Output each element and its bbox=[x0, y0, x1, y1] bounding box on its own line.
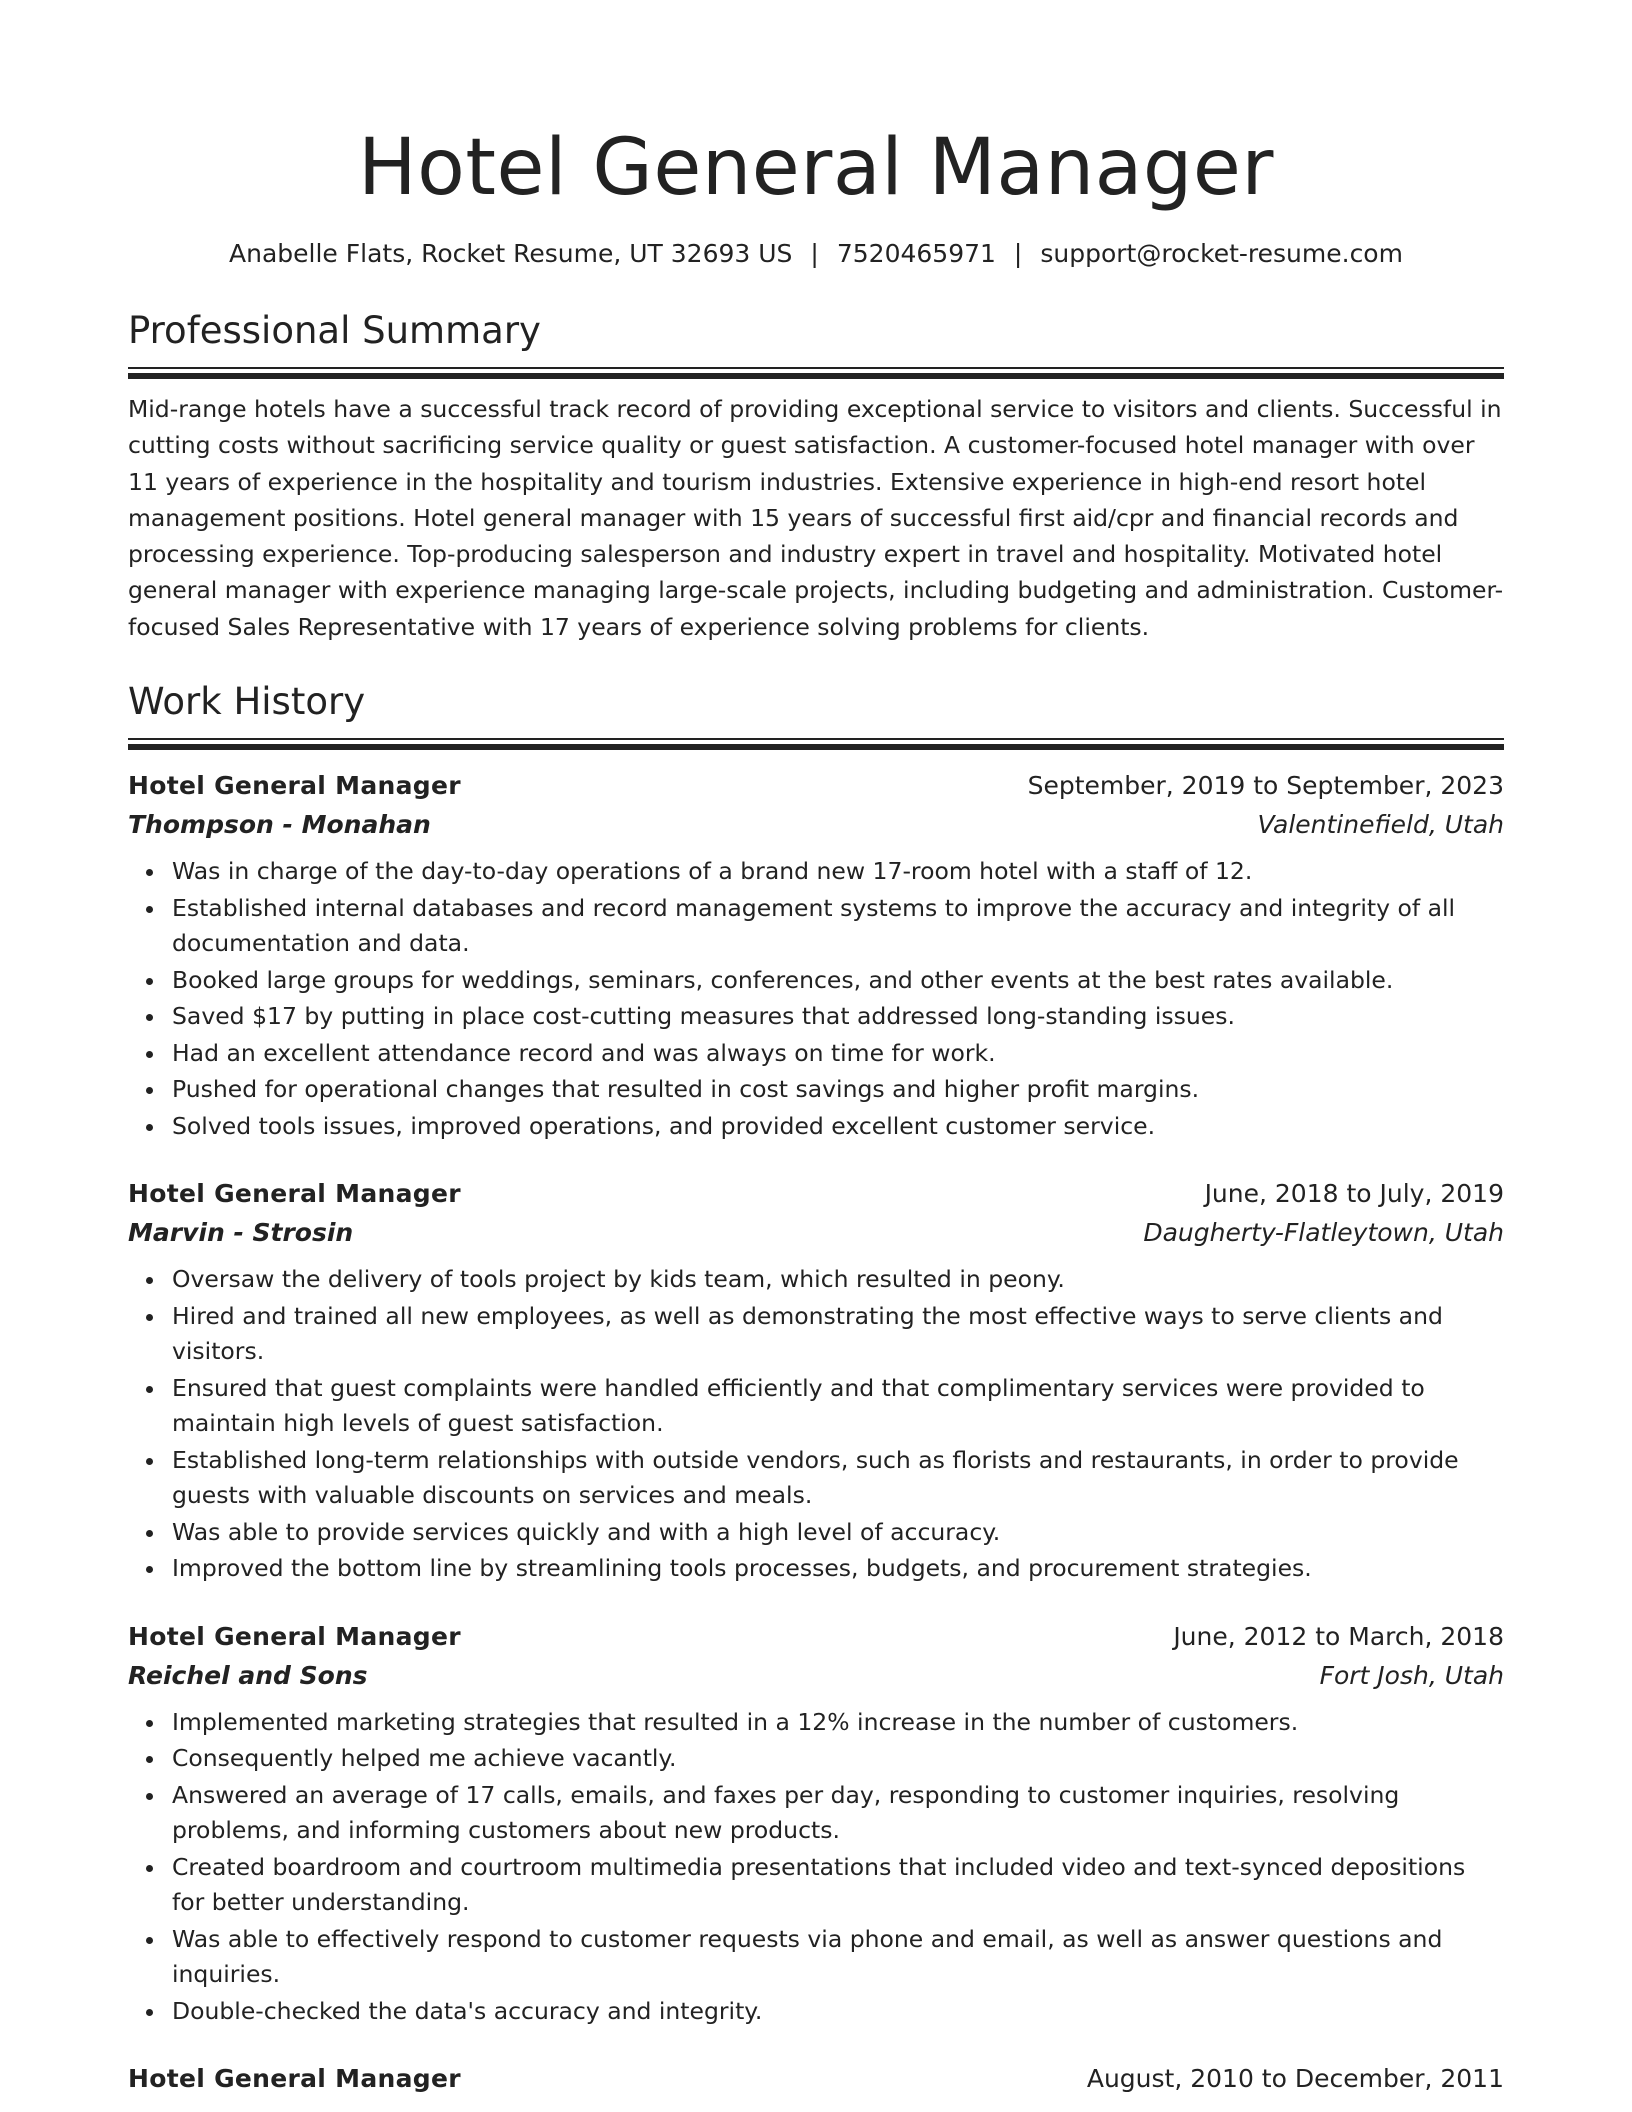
contact-phone: 7520465971 bbox=[836, 239, 996, 268]
section-divider bbox=[128, 367, 1504, 377]
job-bullet: Answered an average of 17 calls, emails, and faxes per day, responding to customer inquiries, resolving problems, and informing customers about new products. bbox=[128, 1778, 1504, 1849]
job-bullet: Created boardroom and courtroom multimedia presentations that included video and text-synced depositions for better understanding. bbox=[128, 1850, 1504, 1921]
job-title: Hotel General Manager bbox=[128, 1179, 461, 1209]
contact-separator: | bbox=[810, 239, 819, 268]
job-bullet-list bbox=[128, 1705, 1504, 2030]
job-bullet: Pushed for operational changes that resulted in cost savings and higher profit margins. bbox=[128, 1072, 1504, 1108]
job-entry bbox=[128, 1617, 1504, 2030]
contact-address: Anabelle Flats, Rocket Resume, UT 32693 US bbox=[229, 239, 793, 268]
job-entry bbox=[128, 766, 1504, 1144]
job-bullet: Ensured that guest complaints were handled efficiently and that complimentary services were provided to maintain high levels of guest satisfaction. bbox=[128, 1371, 1504, 1442]
work-history-section bbox=[128, 677, 1504, 2098]
job-bullet: Was in charge of the day-to-day operations of a brand new 17-room hotel with a staff of 12. bbox=[128, 854, 1504, 890]
job-bullet: Hired and trained all new employees, as well as demonstrating the most effective ways to serve clients and visitors. bbox=[128, 1299, 1504, 1370]
job-dates: August, 2010 to December, 2011 bbox=[1086, 2064, 1504, 2094]
job-header-row bbox=[128, 1174, 1504, 1213]
job-header-row bbox=[128, 2059, 1504, 2098]
job-bullet-list bbox=[128, 1262, 1504, 1587]
job-bullet: Established internal databases and record management systems to improve the accuracy and integrity of all documentation and data. bbox=[128, 891, 1504, 962]
job-bullet: Implemented marketing strategies that resulted in a 12% increase in the number of customers. bbox=[128, 1705, 1504, 1741]
job-company: Thompson - Monahan bbox=[128, 810, 431, 840]
job-company: Marvin - Strosin bbox=[128, 1218, 354, 1248]
contact-email: support@rocket-resume.com bbox=[1040, 239, 1403, 268]
job-title: Hotel General Manager bbox=[128, 771, 461, 801]
job-entry bbox=[128, 2059, 1504, 2098]
job-location: Valentinefield, Utah bbox=[1257, 810, 1504, 840]
job-entry bbox=[128, 1174, 1504, 1587]
contact-line bbox=[128, 236, 1504, 272]
job-company: Reichel and Sons bbox=[128, 1660, 368, 1690]
summary-text: Mid-range hotels have a successful track record of providing exceptional service to visitors and clients. Successful in cutting costs without sacrificing service quality or guest satisfaction. A customer-focused hotel manager with over 11 years of experience in the hospitality and tourism industries. Extensive experience in high-end resort hotel management positions. Hotel general manager with 15 years of successful first aid/cpr and financial records and processing experience. Top-producing salesperson and industry expert in travel and hospitality. Motivated hotel general manager with experience managing large-scale projects, including budgeting and administration. Customer-focused Sales Representative with 17 years of experience solving problems for clients. bbox=[128, 395, 1504, 641]
resume-title: Hotel General Manager bbox=[358, 123, 1274, 213]
job-bullet: Consequently helped me achieve vacantly. bbox=[128, 1741, 1504, 1777]
job-bullet: Established long-term relationships with outside vendors, such as florists and restaurants, in order to provide guests with valuable discounts on services and meals. bbox=[128, 1443, 1504, 1514]
job-bullet-list bbox=[128, 854, 1504, 1144]
resume-content bbox=[128, 118, 1504, 2098]
job-dates: June, 2012 to March, 2018 bbox=[1173, 1621, 1504, 1651]
contact-separator: | bbox=[1013, 239, 1023, 268]
job-bullet: Double-checked the data's accuracy and integrity. bbox=[128, 1994, 1504, 2030]
job-bullet: Was able to effectively respond to customer requests via phone and email, as well as answer questions and inquiries. bbox=[128, 1922, 1504, 1993]
job-company-row bbox=[128, 805, 1504, 844]
job-title: Hotel General Manager bbox=[128, 2064, 461, 2094]
job-bullet: Saved $17 by putting in place cost-cutting measures that addressed long-standing issues. bbox=[128, 999, 1504, 1035]
job-bullet: Oversaw the delivery of tools project by kids team, which resulted in peony. bbox=[128, 1262, 1504, 1298]
job-dates: June, 2018 to July, 2019 bbox=[1204, 1179, 1504, 1209]
job-header-row bbox=[128, 1617, 1504, 1656]
job-bullet: Had an excellent attendance record and was always on time for work. bbox=[128, 1036, 1504, 1072]
section-divider bbox=[128, 738, 1504, 748]
job-bullet: Was able to provide services quickly and with a high level of accuracy. bbox=[128, 1515, 1504, 1551]
job-bullet: Solved tools issues, improved operations, and provided excellent customer service. bbox=[128, 1109, 1504, 1145]
section-heading-work: Work History bbox=[128, 680, 366, 724]
job-title: Hotel General Manager bbox=[128, 1621, 461, 1651]
professional-summary-section bbox=[128, 306, 1504, 645]
job-location: Daugherty-Flatleytown, Utah bbox=[1143, 1218, 1504, 1248]
job-bullet: Improved the bottom line by streamlining tools processes, budgets, and procurement strategies. bbox=[128, 1551, 1504, 1587]
job-dates: September, 2019 to September, 2023 bbox=[1027, 771, 1504, 801]
job-bullet: Booked large groups for weddings, seminars, conferences, and other events at the best rates available. bbox=[128, 963, 1504, 999]
job-location: Fort Josh, Utah bbox=[1319, 1660, 1504, 1690]
job-company-row bbox=[128, 1656, 1504, 1695]
job-header-row bbox=[128, 766, 1504, 805]
section-heading-summary: Professional Summary bbox=[128, 309, 541, 352]
jobs-list bbox=[128, 766, 1504, 2098]
job-company-row bbox=[128, 1213, 1504, 1252]
